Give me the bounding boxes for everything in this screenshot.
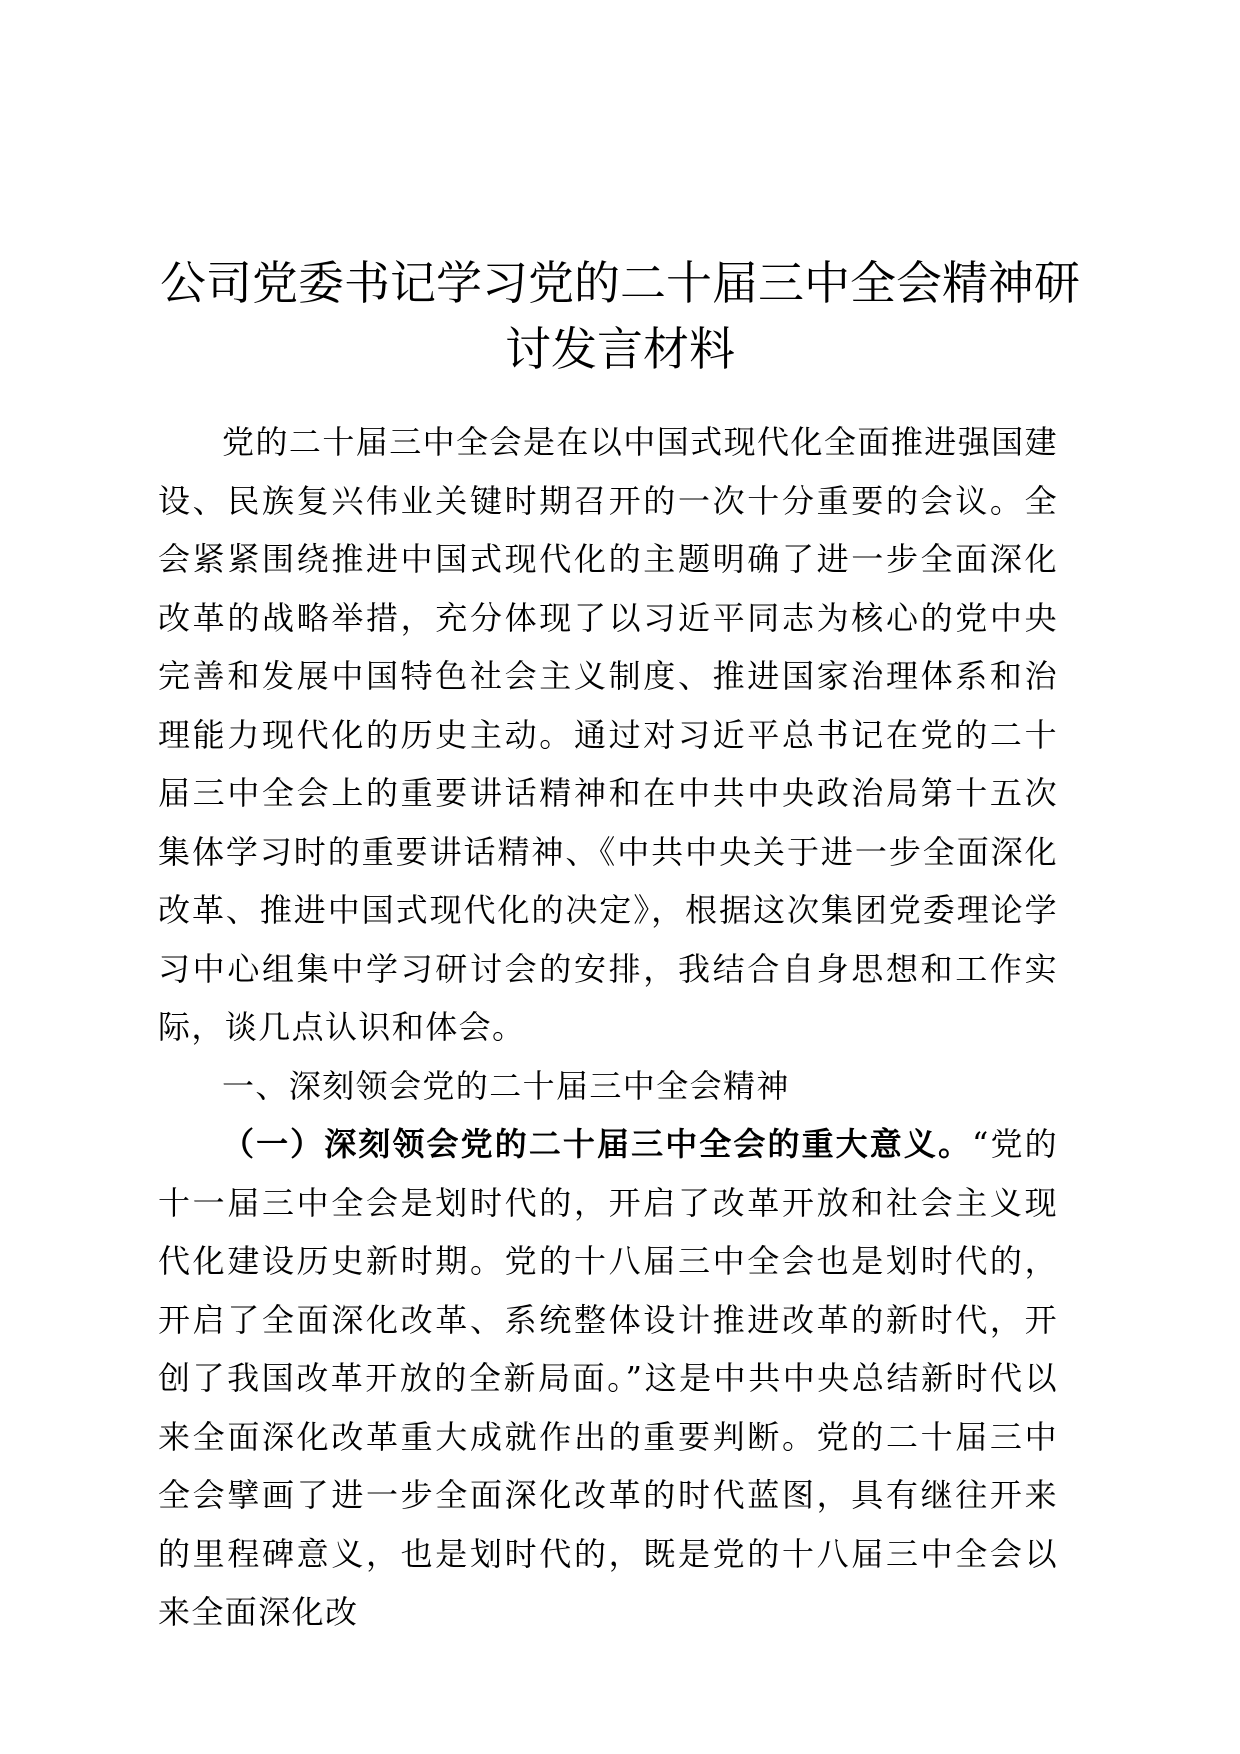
section-1-heading: 一、深刻领会党的二十届三中全会精神 — [222, 1066, 790, 1105]
document-title — [140, 250, 1100, 382]
subsection-1-paragraph — [158, 1115, 1058, 1642]
intro-paragraph: 党的二十届三中全会是在以中国式现代化全面推进强国建设、民族复兴伟业关键时期召开的一次十分重要的会议。全会紧紧围绕推进中国式现代化的主题明确了进一步全面深化改革的战略举措，充分体现了以习近平同志为核心的党中央完善和发展中国特色社会主义制度、推进国家治理体系和治理能力现代化的历史主动。通过对习近平总书记在党的二十届三中全会上的重要讲话精神和在中共中央政治局第十五次集体学习时的重要讲话精神、《中共中央关于进一步全面深化改革、推进中国式现代化的决定》，根据这次集团党委理论学习中心组集中学习研讨会的安排，我结合自身思想和工作实际，谈几点认识和体会。 — [158, 423, 1058, 1046]
document-body — [158, 413, 1058, 1642]
subsection-1-body: “党的十一届三中全会是划时代的，开启了改革开放和社会主义现代化建设历史新时期。党的十八届三中全会也是划时代的，开启了全面深化改革、系统整体设计推进改革的新时代，开创了我国改革开放的全新局面。”这是中共中央总结新时代以来全面深化改革重大成就作出的重要判断。党的二十届三中全会擘画了进一步全面深化改革的时代蓝图，具有继往开来的里程碑意义，也是划时代的，既是党的十八届三中全会以来全面深化改 — [158, 1125, 1058, 1631]
subsection-1-heading: （一）深刻领会党的二十届三中全会的重大意义。 — [222, 1125, 973, 1163]
title-line-1: 公司党委书记学习党的二十届三中全会精神研 — [160, 256, 1080, 310]
title-line-2: 讨发言材料 — [505, 322, 735, 376]
